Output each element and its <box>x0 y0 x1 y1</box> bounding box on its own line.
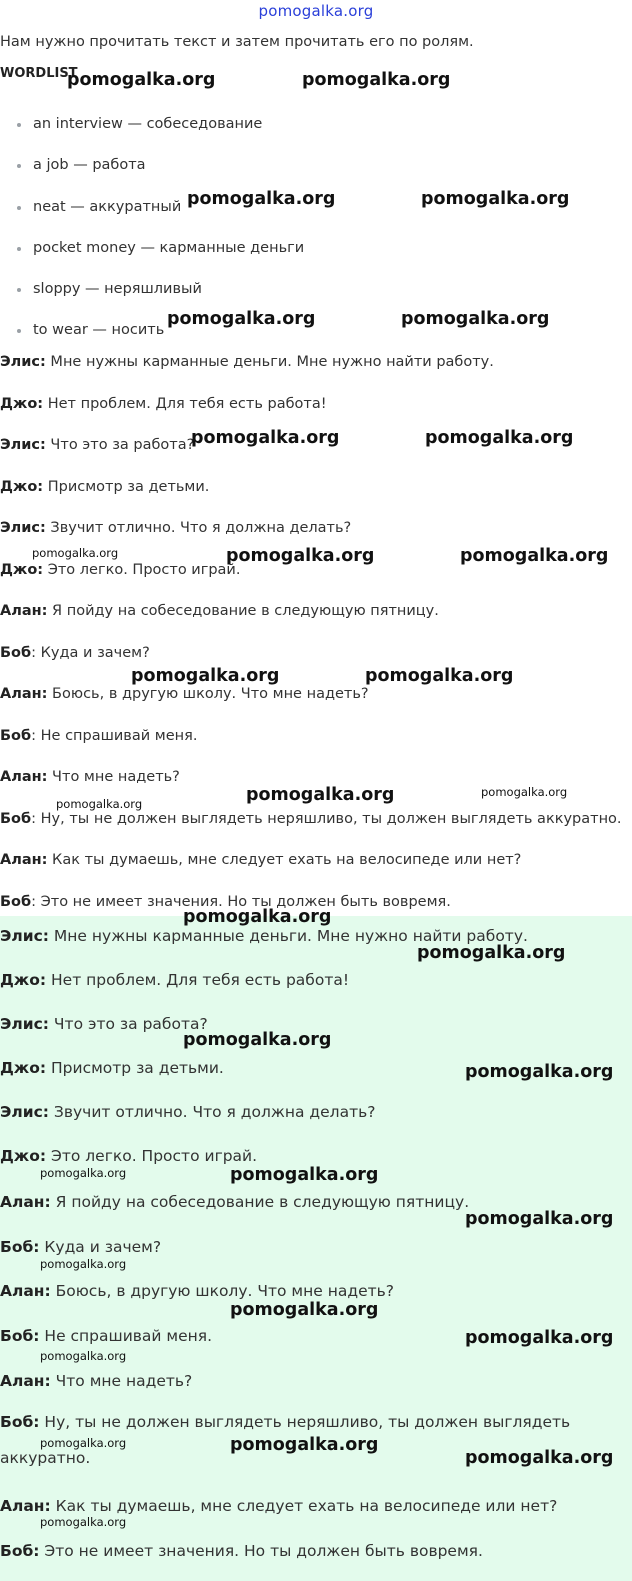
speaker-name: Элис: <box>0 354 46 370</box>
dialog-line <box>0 353 494 371</box>
speaker-name: Джо: <box>0 396 44 412</box>
speaker-name: Боб: <box>0 1327 40 1345</box>
speaker-name: Алан: <box>0 1497 51 1515</box>
dialog-line <box>0 602 439 620</box>
dialog-line <box>0 1192 469 1212</box>
speaker-name: Элис: <box>0 437 46 453</box>
dialog-roles-block <box>0 916 632 1581</box>
line-text: Это легко. Просто играй. <box>43 562 241 578</box>
watermark: pomogalka.org <box>302 70 451 90</box>
dialog-line <box>0 478 209 496</box>
line-text: Мне нужны карманные деньги. Мне нужно найти работу. <box>48 927 528 945</box>
speaker-name: Боб: <box>0 1238 40 1256</box>
watermark: pomogalka.org <box>40 1166 127 1180</box>
dialog-line <box>0 436 194 454</box>
watermark: pomogalka.org <box>40 1515 127 1529</box>
dialog-line <box>0 1014 208 1034</box>
speaker-name: Боб: <box>0 1542 40 1560</box>
watermark: pomogalka.org <box>191 428 340 448</box>
speaker-name: Алан: <box>0 1282 51 1300</box>
watermark: pomogalka.org <box>230 1300 379 1320</box>
line-text: Мне нужны карманные деньги. Мне нужно найти работу. <box>45 354 494 370</box>
wordlist-item: pocket money — карманные деньги <box>0 239 304 280</box>
dialog-line <box>0 970 349 990</box>
watermark: pomogalka.org <box>465 1328 614 1348</box>
line-text: Куда и зачем? <box>39 1238 162 1256</box>
watermark: pomogalka.org <box>465 1062 614 1082</box>
watermark: pomogalka.org <box>40 1349 127 1363</box>
speaker-name: Элис: <box>0 927 49 945</box>
line-text: Присмотр за детьми. <box>43 479 210 495</box>
watermark: pomogalka.org <box>183 1030 332 1050</box>
watermark: pomogalka.org <box>230 1165 379 1185</box>
line-text: Звучит отлично. Что я должна делать? <box>45 520 352 536</box>
line-text: Ну, ты не должен выглядеть неряшливо, ты должен выглядеть аккуратно. <box>0 1413 571 1467</box>
dialog-line <box>0 1058 224 1078</box>
site-logo[interactable]: pomogalka.org <box>258 2 374 20</box>
line-text: Звучит отлично. Что я должна делать? <box>48 1103 376 1121</box>
watermark: pomogalka.org <box>226 546 375 566</box>
line-text: : Не спрашивай меня. <box>31 728 198 744</box>
wordlist-item: sloppy — неряшливый <box>0 280 304 321</box>
watermark: pomogalka.org <box>183 907 332 927</box>
watermark: pomogalka.org <box>421 189 570 209</box>
dialog-line <box>0 1496 557 1516</box>
dialog-line <box>0 644 150 662</box>
watermark: pomogalka.org <box>481 785 568 799</box>
speaker-name: Алан: <box>0 852 48 868</box>
line-text: Боюсь, в другую школу. Что мне надеть? <box>50 1282 394 1300</box>
line-text: Я пойду на собеседование в следующую пятницу. <box>50 1193 470 1211</box>
dialog-line <box>0 1326 212 1346</box>
speaker-name: Алан: <box>0 1372 51 1390</box>
speaker-name: Элис: <box>0 1103 49 1121</box>
speaker-name: Джо: <box>0 971 47 989</box>
wordlist-item: a job — работа <box>0 156 304 197</box>
watermark: pomogalka.org <box>67 70 216 90</box>
dialog-line <box>0 1371 192 1391</box>
speaker-name: Алан: <box>0 1193 51 1211</box>
watermark: pomogalka.org <box>167 309 316 329</box>
watermark: pomogalka.org <box>246 785 395 805</box>
speaker-name: Элис: <box>0 520 46 536</box>
watermark: pomogalka.org <box>365 666 514 686</box>
watermark: pomogalka.org <box>417 943 566 963</box>
watermark: pomogalka.org <box>460 546 609 566</box>
watermark: pomogalka.org <box>465 1209 614 1229</box>
speaker-name: Боб <box>0 894 32 910</box>
dialog-line <box>0 768 180 786</box>
speaker-name: Боб: <box>0 1413 40 1431</box>
intro-text: Нам нужно прочитать текст и затем прочитать его по ролям. <box>0 34 474 50</box>
line-text: Что это за работа? <box>48 1015 208 1033</box>
dialog-line <box>0 561 240 579</box>
watermark: pomogalka.org <box>32 546 119 560</box>
speaker-name: Элис: <box>0 1015 49 1033</box>
line-text: Что это за работа? <box>45 437 195 453</box>
line-text: Это не имеет значения. Но ты должен быть вовремя. <box>39 1542 483 1560</box>
speaker-name: Джо: <box>0 479 44 495</box>
dialog-line <box>0 1541 483 1561</box>
line-text: : Куда и зачем? <box>31 645 150 661</box>
line-text: Это легко. Просто играй. <box>46 1147 258 1165</box>
dialog-line <box>0 1281 394 1301</box>
line-text: : Это не имеет значения. Но ты должен быть вовремя. <box>31 894 451 910</box>
speaker-name: Боб <box>0 728 32 744</box>
dialog-line <box>0 519 351 537</box>
speaker-name: Джо: <box>0 1147 47 1165</box>
watermark: pomogalka.org <box>230 1435 379 1455</box>
line-text: Боюсь, в другую школу. Что мне надеть? <box>47 686 369 702</box>
line-text: Не спрашивай меня. <box>39 1327 213 1345</box>
watermark: pomogalka.org <box>131 666 280 686</box>
line-text: : Ну, ты не должен выглядеть неряшливо, ты должен выглядеть аккуратно. <box>31 811 622 827</box>
dialog-line <box>0 851 521 869</box>
dialog-line <box>0 395 327 413</box>
line-text: Я пойду на собеседование в следующую пятницу. <box>47 603 439 619</box>
speaker-name: Алан: <box>0 769 48 785</box>
watermark: pomogalka.org <box>465 1448 614 1468</box>
watermark: pomogalka.org <box>40 1257 127 1271</box>
watermark: pomogalka.org <box>56 797 143 811</box>
watermark: pomogalka.org <box>425 428 574 448</box>
wordlist-item: to wear — носить <box>0 321 304 362</box>
wordlist-item: an interview — собеседование <box>0 115 304 156</box>
speaker-name: Джо: <box>0 562 44 578</box>
dialog-line <box>0 1146 257 1166</box>
dialog-line <box>0 685 369 703</box>
dialog-line <box>0 810 622 828</box>
dialog-line <box>0 1102 375 1122</box>
watermark: pomogalka.org <box>401 309 550 329</box>
watermark: pomogalka.org <box>40 1436 127 1450</box>
watermark: pomogalka.org <box>187 189 336 209</box>
dialog-line <box>0 1237 161 1257</box>
line-text: Что мне надеть? <box>47 769 180 785</box>
wordlist-title: WORDLIST <box>0 66 78 81</box>
line-text: Как ты думаешь, мне следует ехать на велосипеде или нет? <box>50 1497 558 1515</box>
speaker-name: Алан: <box>0 686 48 702</box>
wordlist-item: neat — аккуратный <box>0 198 304 239</box>
line-text: Как ты думаешь, мне следует ехать на велосипеде или нет? <box>47 852 522 868</box>
line-text: Нет проблем. Для тебя есть работа! <box>43 396 327 412</box>
line-text: Нет проблем. Для тебя есть работа! <box>46 971 350 989</box>
speaker-name: Боб <box>0 645 32 661</box>
speaker-name: Джо: <box>0 1059 47 1077</box>
speaker-name: Алан: <box>0 603 48 619</box>
dialog-line <box>0 727 197 745</box>
line-text: Присмотр за детьми. <box>46 1059 224 1077</box>
speaker-name: Боб <box>0 811 32 827</box>
line-text: Что мне надеть? <box>50 1372 193 1390</box>
